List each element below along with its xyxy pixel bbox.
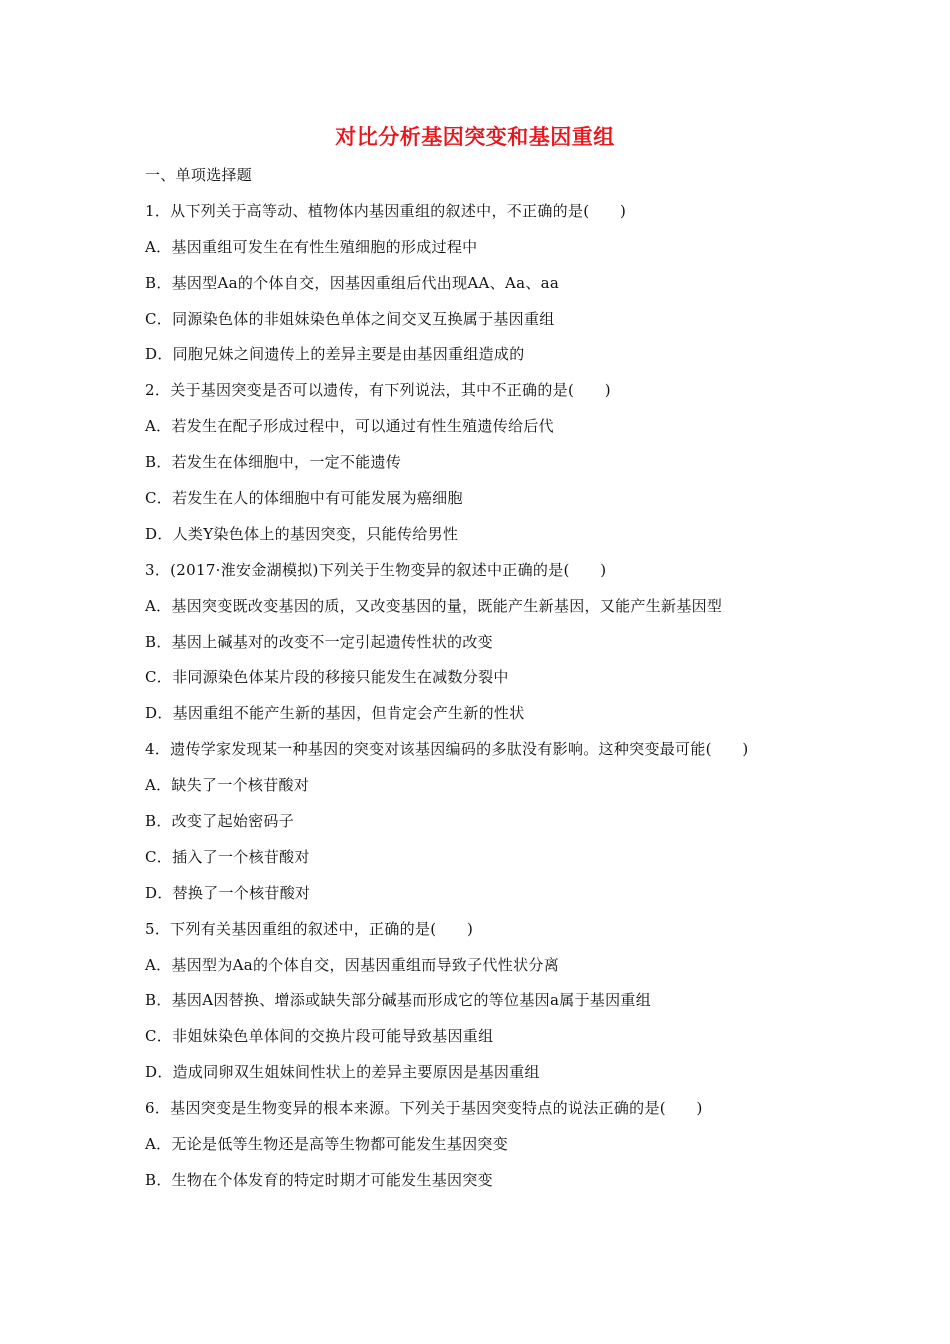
section-heading: 一、单项选择题 xyxy=(145,166,253,184)
option-a: A．若发生在配子形成过程中，可以通过有性生殖遗传给后代 xyxy=(145,417,554,436)
question-stem: 3．(2017·淮安金湖模拟)下列关于生物变异的叙述中正确的是( ) xyxy=(145,560,607,579)
option-c: C．非姐妹染色单体间的交换片段可能导致基因重组 xyxy=(145,1027,494,1046)
question-1 xyxy=(145,194,825,373)
option-c: C．非同源染色体某片段的移接只能发生在减数分裂中 xyxy=(145,668,509,687)
option-b: B．基因上碱基对的改变不一定引起遗传性状的改变 xyxy=(145,632,493,651)
option-b: B．生物在个体发育的特定时期才可能发生基因突变 xyxy=(145,1170,493,1189)
option-c: C．若发生在人的体细胞中有可能发展为癌细胞 xyxy=(145,489,463,508)
option-a: A．基因重组可发生在有性生殖细胞的形成过程中 xyxy=(145,237,478,256)
option-a: A．缺失了一个核苷酸对 xyxy=(145,776,310,795)
option-c: C．插入了一个核苷酸对 xyxy=(145,847,310,866)
question-stem: 5．下列有关基因重组的叙述中，正确的是( ) xyxy=(145,919,474,938)
option-d: D．同胞兄妹之间遗传上的差异主要是由基因重组造成的 xyxy=(145,345,525,364)
question-3 xyxy=(145,553,825,732)
question-6 xyxy=(145,1091,825,1199)
question-stem: 6．基因突变是生物变异的根本来源。下列关于基因突变特点的说法正确的是( ) xyxy=(145,1099,703,1118)
option-b: B．基因A因替换、增添或缺失部分碱基而形成它的等位基因a属于基因重组 xyxy=(145,991,652,1010)
question-5 xyxy=(145,912,825,1091)
option-d: D．基因重组不能产生新的基因，但肯定会产生新的性状 xyxy=(145,704,525,723)
option-d: D．人类Y染色体上的基因突变，只能传给男性 xyxy=(145,524,459,543)
page-title: 对比分析基因突变和基因重组 xyxy=(335,124,615,149)
option-b: B．基因型Aa的个体自交，因基因重组后代出现AA、Aa、aa xyxy=(145,273,560,292)
option-a: A．基因型为Aa的个体自交，因基因重组而导致子代性状分离 xyxy=(145,955,560,974)
question-4 xyxy=(145,732,825,911)
option-a: A．基因突变既改变基因的质，又改变基因的量，既能产生新基因，又能产生新基因型 xyxy=(145,596,723,615)
question-2 xyxy=(145,373,825,552)
question-stem: 1．从下列关于高等动、植物体内基因重组的叙述中，不正确的是( ) xyxy=(145,201,627,220)
question-list xyxy=(145,158,825,1199)
option-d: D．替换了一个核苷酸对 xyxy=(145,883,311,902)
question-stem: 2．关于基因突变是否可以遗传，有下列说法，其中不正确的是( ) xyxy=(145,381,611,400)
option-d: D．造成同卵双生姐妹间性状上的差异主要原因是基因重组 xyxy=(145,1063,540,1082)
option-c: C．同源染色体的非姐妹染色单体之间交叉互换属于基因重组 xyxy=(145,309,555,328)
option-a: A．无论是低等生物还是高等生物都可能发生基因突变 xyxy=(145,1135,509,1154)
question-stem: 4．遗传学家发现某一种基因的突变对该基因编码的多肽没有影响。这种突变最可能( ) xyxy=(145,740,749,759)
option-b: B．若发生在体细胞中，一定不能遗传 xyxy=(145,453,402,472)
option-b: B．改变了起始密码子 xyxy=(145,812,295,831)
